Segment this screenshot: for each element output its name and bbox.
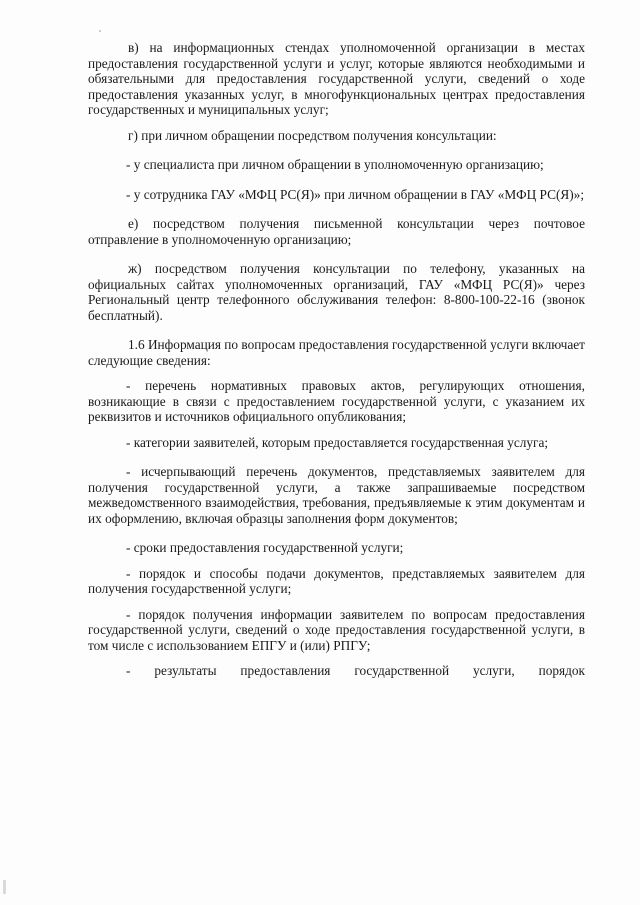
document-body — [88, 40, 585, 679]
list-item-submission-procedure: - порядок и способы подачи документов, представляемых заявителем для получения государственной услуги; — [88, 565, 585, 596]
list-item-service-deadlines: - сроки предоставления государственной услуги; — [126, 540, 404, 555]
scan-edge-mark — [3, 880, 6, 894]
paragraph-v-info-stands: в) на информационных стендах уполномоченной организации в местах предоставления государственной услуги и услуг, которые являются необходимыми и обязательными для предоставления государственной услуги, сведений о ходе предоставления указанных услуг, в многофункциональных центрах предоставления государственных и муниципальных услуг; — [88, 40, 585, 117]
section-1-6-heading: 1.6 Информация по вопросам предоставления государственной услуги включает следующие сведения: — [88, 337, 585, 368]
list-item-service-results: - результаты предоставления государственной услуги, порядок — [126, 663, 585, 678]
paragraph-e-written-consultation: е) посредством получения письменной консультации через почтовое отправление в уполномоченную организацию; — [88, 216, 585, 247]
paragraph-zh-phone-consultation: ж) посредством получения консультации по телефону, указанных на официальных сайтах уполномоченных организаций, ГАУ «МФЦ РС(Я)» через Региональный центр телефонного обслуживания телефон: 8-800-100-22-16 (звонок бесплатный). — [88, 261, 585, 323]
paragraph-g-personal-consultation: г) при личном обращении посредством получения консультации: — [128, 127, 497, 143]
list-item-document-list: - исчерпывающий перечень документов, представляемых заявителем для получения государственной услуги, а также запрашиваемые посредством межведомственного взаимодействия, требования, предъявляемые к этим документам и их оформлению, включая образцы заполнения форм документов; — [88, 464, 585, 526]
list-item-applicant-categories: - категории заявителей, которым предоставляется государственная услуга; — [126, 434, 549, 450]
list-item-specialist: - у специалиста при личном обращении в уполномоченную организацию; — [126, 157, 544, 172]
scan-speck — [99, 30, 101, 32]
list-item-information-procedure: - порядок получения информации заявителем по вопросам предоставления государственной услуги, сведений о ходе предоставления государственной услуги, в том числе с использованием ЕПГУ и (или) РПГУ; — [88, 606, 585, 653]
list-item-legal-acts: - перечень нормативных правовых актов, регулирующих отношения, возникающие в связи с предоставлением государственной услуги, с указанием их реквизитов и источников официального опубликования; — [88, 378, 585, 424]
list-item-mfc-employee: - у сотрудника ГАУ «МФЦ РС(Я)» при личном обращении в ГАУ «МФЦ РС(Я)»; — [126, 186, 585, 202]
